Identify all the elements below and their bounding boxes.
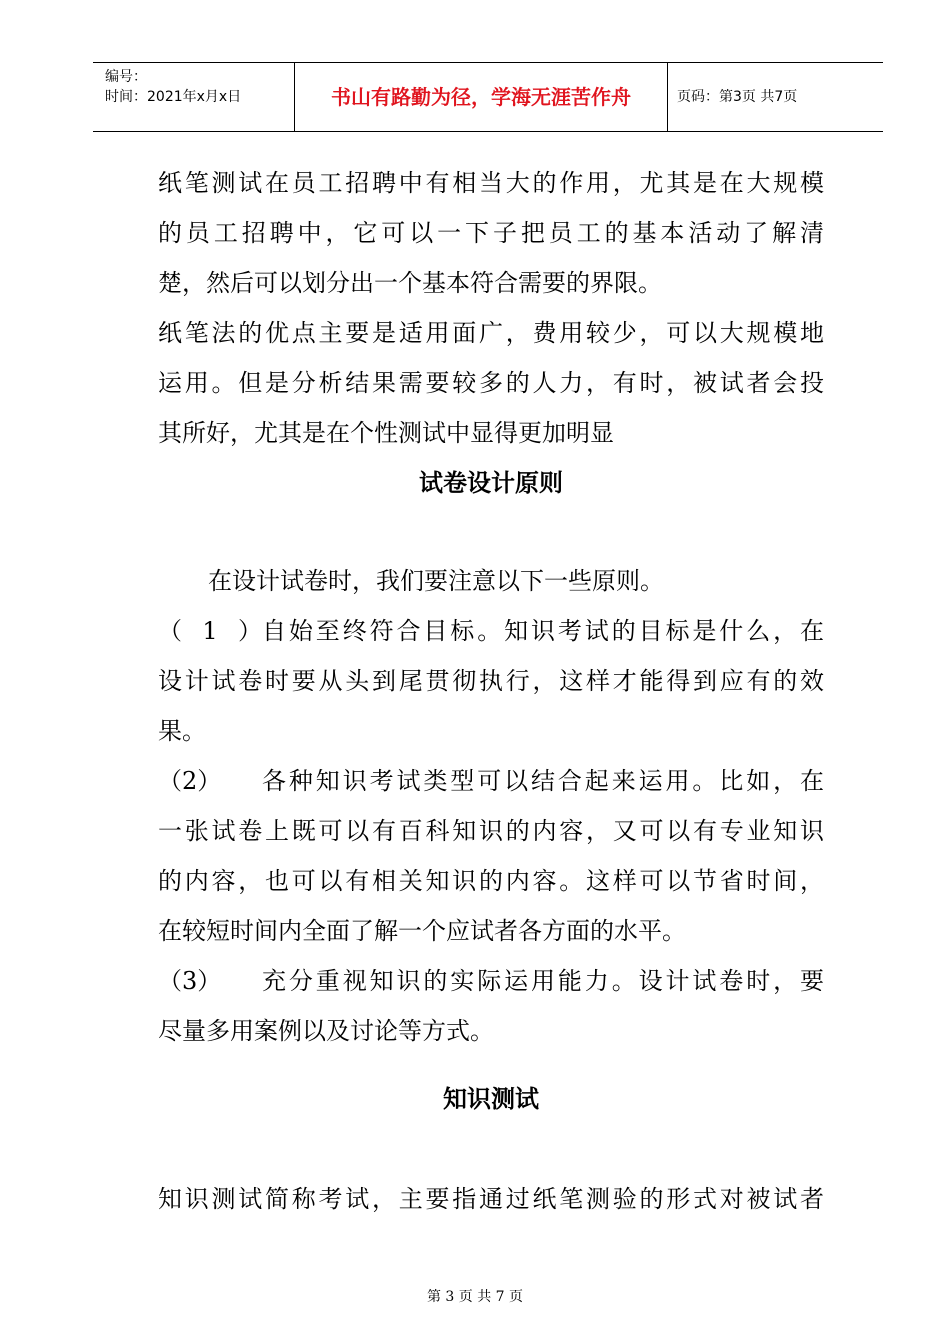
page-footer: 第 3 页 共 7 页 <box>426 1289 524 1305</box>
header-motto: 书山有路勤为径，学海无涯苦作舟 <box>331 85 631 109</box>
list-item-text: 各种知识考试类型可以结合起来运用。比如，在 <box>262 767 824 795</box>
paragraph-line: 运用。但是分析结果需要较多的人力，有时，被试者会投 <box>158 369 824 397</box>
list-item-number: （2） <box>158 767 222 795</box>
list-item-number: （3） <box>158 967 222 995</box>
serial-label: 编号： <box>105 69 147 85</box>
list-item-line: 设计试卷时要从头到尾贯彻执行，这样才能得到应有的效 <box>158 667 824 695</box>
paragraph-line: 知识测试简称考试，主要指通过纸笔测验的形式对被试者 <box>158 1185 824 1213</box>
paragraph-line: 纸笔法的优点主要是适用面广，费用较少，可以大规模地 <box>158 319 824 347</box>
page-header <box>93 62 883 132</box>
header-meta <box>105 67 241 107</box>
time-label: 时间：2021年x月x日 <box>105 89 242 105</box>
paragraph-line: 的员工招聘中，它可以一下子把员工的基本活动了解清 <box>158 219 824 247</box>
list-item-text: 充分重视知识的实际运用能力。设计试卷时，要 <box>262 967 824 995</box>
section-heading: 知识测试 <box>443 1084 539 1113</box>
list-item-line: 的内容，也可以有相关知识的内容。这样可以节省时间， <box>158 867 824 895</box>
list-item-line <box>158 966 824 996</box>
list-item-line: 果。 <box>158 717 206 745</box>
paragraph-line: 其所好，尤其是在个性测试中显得更加明显 <box>158 419 614 447</box>
list-item-text: 自始至终符合目标。知识考试的目标是什么，在 <box>262 617 824 645</box>
list-item-line: 尽量多用案例以及讨论等方式。 <box>158 1017 494 1045</box>
intro-line: 在设计试卷时，我们要注意以下一些原则。 <box>208 567 664 595</box>
paragraph-line: 纸笔测试在员工招聘中有相当大的作用，尤其是在大规模 <box>158 169 824 197</box>
header-divider <box>667 63 668 131</box>
paragraph-line: 楚，然后可以划分出一个基本符合需要的界限。 <box>158 269 662 297</box>
list-item-number: （1） <box>158 617 262 645</box>
header-page-info: 页码：第3页 共7页 <box>677 89 798 105</box>
section-heading: 试卷设计原则 <box>419 468 563 497</box>
list-item-line <box>158 616 824 646</box>
list-item-line <box>158 766 824 796</box>
list-item-line: 一张试卷上既可以有百科知识的内容，又可以有专业知识 <box>158 817 824 845</box>
list-item-line: 在较短时间内全面了解一个应试者各方面的水平。 <box>158 917 686 945</box>
